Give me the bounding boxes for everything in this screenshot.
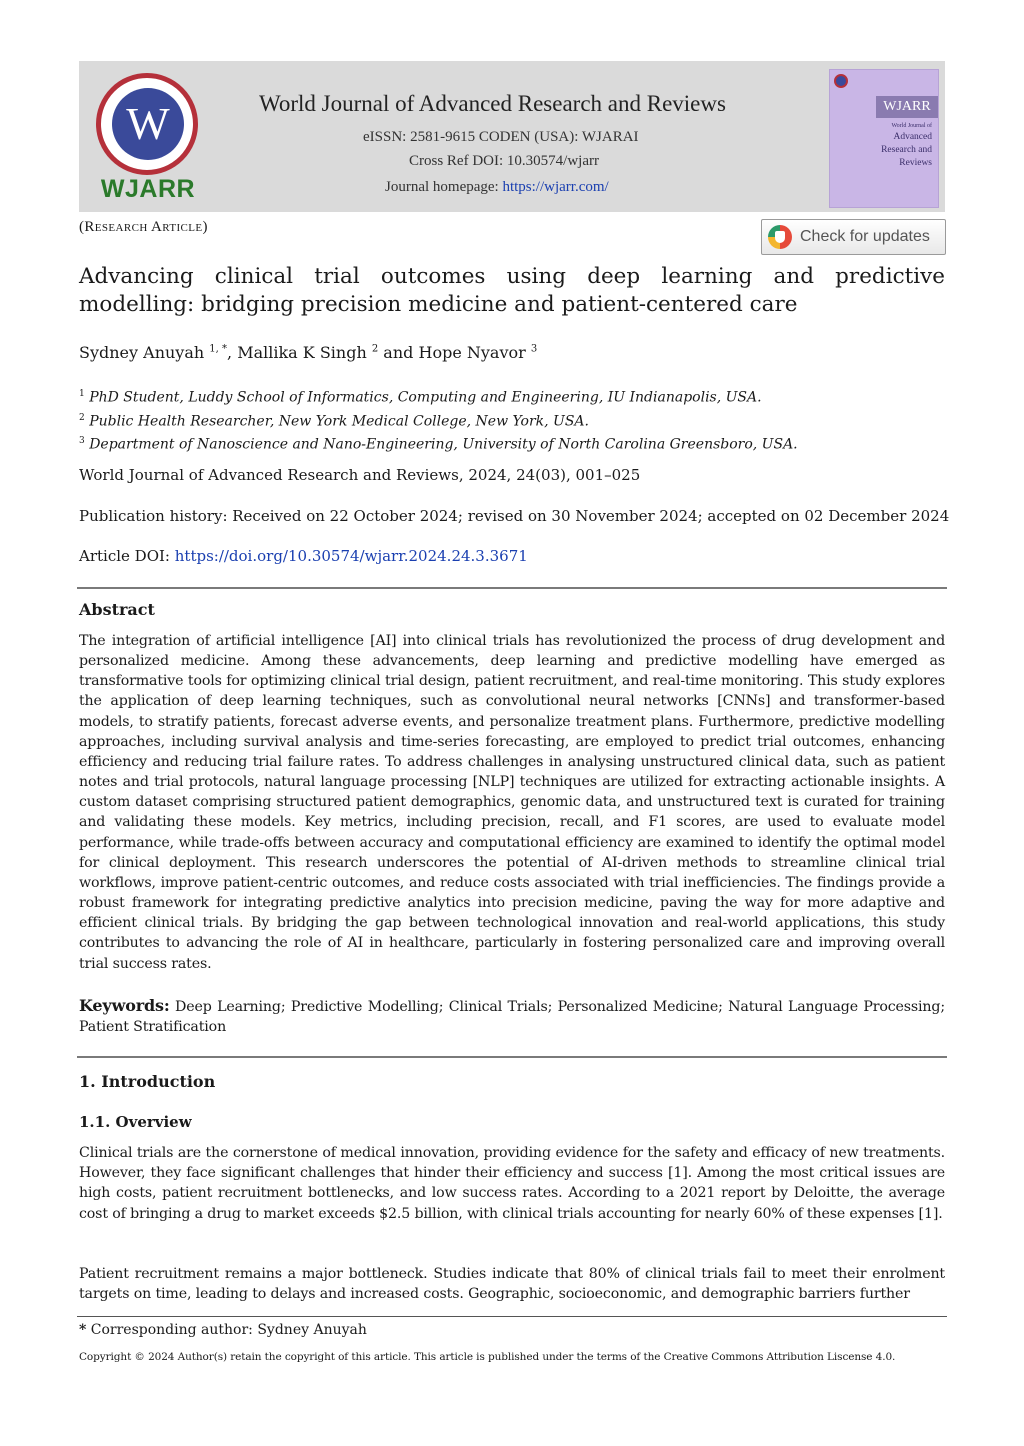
journal-homepage [385,179,609,196]
author-sup: 2 [371,343,379,355]
affiliation-list [79,384,798,455]
subsection-heading: 1.1. Overview [79,1113,192,1131]
author-list [79,343,537,362]
cover-brand: WJARR [876,96,938,118]
journal-cover-thumbnail [829,69,939,208]
keywords [79,996,945,1037]
affiliation-sup: 3 [79,436,85,447]
doi-label: Article DOI: [79,547,175,565]
paper-title: Advancing clinical trial outcomes using deep learning and predictive modelling: bridging precision medicine and patient-centered care [79,264,945,317]
section-heading: 1. Introduction [79,1072,216,1091]
abstract-heading: Abstract [79,600,155,619]
affiliation-sup: 2 [79,412,85,423]
check-for-updates-label: Check for updates [800,228,930,245]
author-separator: , [227,343,238,362]
keywords-text: Deep Learning; Predictive Modelling; Clinical Trials; Personalized Medicine; Natural Language Processing; Patient Stratification [79,999,945,1035]
body-paragraph: Clinical trials are the cornerstone of medical innovation, providing evidence for the safety and efficacy of new treatments. However, they face significant challenges that hinder their efficiency and success [1]. Among the most critical issues are high costs, patient recruitment bottlenecks, and low success rates. According to a 2021 report by Deloitte, the average cost of bringing a drug to market exceeds $2.5 billion, with clinical trials accounting for nearly 60% of these expenses [1]. [79,1145,945,1222]
affiliation-text: Public Health Researcher, New York Medical College, New York, USA. [89,413,589,430]
homepage-label: Journal homepage: [385,179,503,195]
cover-name [866,122,932,170]
copyright-notice: Copyright © 2024 Author(s) retain the copyright of this article. This article is published under the terms of the Creative Commons Attribution Liscense 4.0. [79,1351,896,1363]
journal-logo [95,73,201,205]
affiliation-text: Department of Nanoscience and Nano-Engineering, University of North Carolina Greensboro, USA. [89,436,798,453]
footnote-divider [77,1316,947,1317]
author-separator: and [378,343,419,362]
journal-issn: eISSN: 2581-9615 CODEN (USA): WJARAI [363,129,639,145]
affiliation-item [79,431,798,455]
divider [77,587,947,589]
journal-reference: World Journal of Advanced Research and Reviews, 2024, 24(03), 001–025 [79,466,641,484]
journal-title: World Journal of Advanced Research and Reviews [259,91,726,116]
abstract-text: The integration of artificial intelligence [AI] into clinical trials has revolutionized the process of drug development and personalized medicine. Among these advancements, deep learning and predictive modelling have emerged as transformative tools for optimizing clinical trial design, patient recruitment, and real-time monitoring. This study explores the application of deep learning techniques, such as convolutional neural networks [CNNs] and transformer-based models, to stratify patients, forecast adverse events, and personalize treatment plans. Furthermore, predictive modelling approaches, including survival analysis and time-series forecasting, are employed to predict trial outcomes, enhancing efficiency and reducing trial failure rates. To address challenges in analysing unstructured clinical data, such as patient notes and trial protocols, natural language processing [NLP] techniques are utilized for extracting actionable insights. A custom dataset comprising structured patient demographics, genomic data, and unstructured text is curated for training and validating these models. Key metrics, including precision, recall, and F1 scores, are used to evaluate model performance, while trade-offs between accuracy and computational efficiency are examined to identify the optimal model for clinical deployment. This research underscores the potential of AI-driven methods to streamline clinical trial workflows, improve patient-centric outcomes, and reduce costs associated with trial inefficiencies. The findings provide a robust framework for integrating predictive analytics into precision medicine, paving the way for more adaptive and efficient clinical trials. By bridging the gap between technological innovation and real-world applications, this study contributes to advancing the role of AI in healthcare, particularly in fostering personalized care and improving overall trial success rates. [79,633,945,972]
check-for-updates-button[interactable] [761,219,946,255]
affiliation-item [79,408,798,432]
author-sup: 3 [530,343,538,355]
corr-mark: * [79,1322,87,1338]
homepage-link[interactable]: https://wjarr.com/ [502,179,609,195]
bookmark-check-icon [768,225,792,249]
author-sup: 1, * [209,343,228,355]
corresponding-author [79,1322,367,1338]
logo-text: WJARR [100,175,196,203]
article-type: (Research Article) [79,219,208,235]
affiliation-item [79,384,798,408]
logo-letter: W [112,88,184,160]
cover-logo-icon [834,74,848,88]
journal-header [79,61,945,212]
body-paragraph: Patient recruitment remains a major bottleneck. Studies indicate that 80% of clinical trials fail to meet their enrolment targets on time, leading to delays and increased costs. Geographic, socioeconomic, and demographic barriers further [79,1266,945,1303]
divider [77,1056,947,1058]
author-name: Mallika K Singh [237,343,367,362]
article-doi [79,547,528,565]
cover-small-text: World Journal of [891,123,932,129]
affiliation-text: PhD Student, Luddy School of Informatics, Computing and Engineering, IU Indianapolis, USA. [89,389,762,406]
author-name: Hope Nyavor [418,343,526,362]
journal-crossref: Cross Ref DOI: 10.30574/wjarr [409,153,599,169]
affiliation-sup: 1 [79,389,85,399]
keywords-label: Keywords: [79,996,170,1015]
doi-link[interactable]: https://doi.org/10.30574/wjarr.2024.24.3.3671 [174,547,528,565]
publication-history: Publication history: Received on 22 October 2024; revised on 30 November 2024; accepted on 02 December 2024 [79,507,950,525]
corresponding-text: Corresponding author: Sydney Anuyah [86,1322,367,1338]
logo-ring [96,73,198,175]
cover-journal-name: Advanced Research and Reviews [881,132,932,168]
author-name: Sydney Anuyah [79,343,205,362]
